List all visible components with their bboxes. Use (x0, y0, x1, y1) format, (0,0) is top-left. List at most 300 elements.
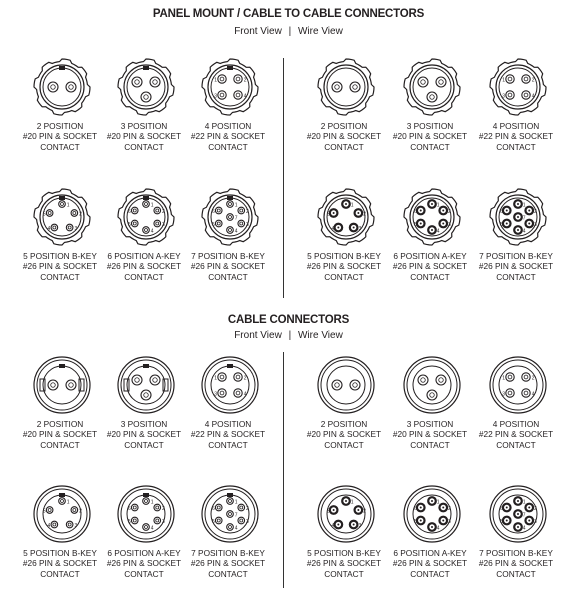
connector-caption (468, 251, 564, 282)
pin-number-label: 7 (234, 215, 238, 222)
contact-center (337, 227, 339, 229)
connector-caption (180, 419, 276, 450)
contact-pin (215, 207, 222, 214)
connector-cell-wire-5-position (296, 187, 392, 282)
connector-caption (12, 548, 108, 579)
connector-caption-line: 3 POSITION (120, 419, 168, 429)
contact-center (420, 520, 422, 522)
connector-caption-line: CONTACT (496, 271, 536, 282)
pin-number-label: 4 (150, 525, 154, 532)
contact-center (420, 210, 422, 212)
wire-view-label: Wire View (297, 26, 343, 37)
key-notch (227, 196, 233, 200)
pin-number-label: 4 (150, 228, 154, 235)
contact-pin (143, 201, 150, 208)
connector-drawing (404, 189, 460, 245)
connector-caption (180, 251, 276, 282)
connector-cell-wire-3-position (382, 57, 478, 152)
contact-pin (350, 380, 360, 390)
contact-pin (234, 91, 242, 99)
connector-caption-line: #26 PIN & SOCKET (392, 558, 468, 569)
pin-number-label: 6 (211, 506, 215, 512)
connector-caption (468, 419, 564, 450)
connector-caption-line: 6 POSITION A-KEY (393, 251, 467, 261)
connector-2-position-wire-view-icon (296, 57, 396, 119)
connector-caption-line: CONTACT (410, 141, 450, 152)
contact-center (345, 203, 347, 205)
connector-caption (180, 121, 276, 152)
connector-caption-line: 3 POSITION (406, 121, 454, 131)
contact-pin (143, 524, 150, 531)
pin-number-label: 2 (243, 375, 247, 382)
connector-caption-line: #26 PIN & SOCKET (392, 261, 468, 272)
contact-pin (427, 390, 437, 400)
contact-pin (132, 375, 142, 385)
contact-pin (66, 380, 76, 390)
pin-number-label: 2 (363, 211, 366, 218)
connector-caption-line: #26 PIN & SOCKET (106, 261, 182, 272)
connector-shell (208, 65, 252, 109)
contact-pin (131, 517, 138, 524)
connector-drawing (490, 486, 546, 542)
connector-drawing (34, 189, 90, 245)
connector-caption-line: CONTACT (410, 568, 450, 579)
contact-center (337, 524, 339, 526)
pin-number-label: 2 (534, 209, 537, 215)
pin-number-label: 5 (499, 222, 503, 228)
connector-caption-line: CONTACT (208, 439, 248, 450)
key-notch (143, 66, 149, 70)
contact-pin (506, 373, 514, 381)
pin-number-label: 2 (531, 375, 535, 382)
contact-pin (141, 390, 151, 400)
contact-pin (218, 373, 226, 381)
connector-caption (468, 548, 564, 579)
connector-shell (318, 357, 374, 413)
connector-caption-line: #26 PIN & SOCKET (190, 261, 266, 272)
connector-caption-line: #26 PIN & SOCKET (22, 558, 98, 569)
connector-drawing (404, 357, 460, 413)
contact-pin (506, 91, 514, 99)
contact-pin (427, 92, 437, 102)
connector-caption-line: 5 POSITION B-KEY (23, 548, 97, 558)
connector-2-position-wire-view-icon (296, 355, 396, 417)
connector-drawing (34, 486, 90, 542)
contact-center (431, 203, 433, 205)
connector-cell-front-3-position (96, 57, 192, 152)
contact-center (517, 513, 519, 515)
connector-drawing (34, 357, 90, 413)
key-notch (227, 493, 233, 497)
key-notch (227, 66, 233, 70)
contact-center (442, 223, 444, 225)
contact-pin (238, 220, 245, 227)
connector-caption-line: 2 POSITION (36, 419, 84, 429)
connector-caption-line: #22 PIN & SOCKET (190, 429, 266, 440)
connector-caption-line: 5 POSITION B-KEY (23, 251, 97, 261)
pin-number-label: 4 (522, 525, 526, 532)
contact-pin (215, 220, 222, 227)
contact-center (528, 520, 530, 522)
pin-number-label: 6 (499, 209, 503, 215)
pin-number-label: 1 (66, 202, 70, 209)
section-subtitle-panel-mount (0, 26, 577, 37)
pin-number-label: 3 (502, 391, 506, 398)
connector-caption-line: #22 PIN & SOCKET (478, 429, 554, 440)
contact-pin (227, 227, 234, 234)
pin-number-label: 2 (79, 508, 82, 515)
connector-caption-line: CONTACT (124, 568, 164, 579)
pin-number-label: 5 (127, 519, 131, 525)
pin-number-label: 2 (79, 211, 82, 218)
connector-shell-inner (493, 360, 543, 410)
connector-caption (96, 251, 192, 282)
connector-caption (382, 419, 478, 450)
key-notch (59, 364, 65, 368)
connector-caption-line: CONTACT (40, 439, 80, 450)
contact-center (431, 526, 433, 528)
key-notch (143, 364, 149, 368)
connector-caption-line: CONTACT (40, 271, 80, 282)
contact-pin (48, 380, 58, 390)
pin-number-label: 3 (74, 226, 78, 233)
connector-caption (12, 121, 108, 152)
section-subtitle-cable (0, 330, 577, 341)
contact-pin (227, 524, 234, 531)
pin-number-label: 3 (162, 222, 165, 228)
pin-number-label: 5 (211, 222, 215, 228)
connector-caption (296, 121, 392, 152)
connector-caption (296, 251, 392, 282)
connector-shell (496, 65, 540, 109)
pin-number-label: 6 (127, 506, 131, 512)
connector-cell-front-5-position (12, 187, 108, 282)
connector-caption-line: 7 POSITION B-KEY (191, 251, 265, 261)
connector-caption-line: 2 POSITION (36, 121, 84, 131)
pin-number-label: 4 (234, 525, 238, 532)
connector-cell-front-3-position (96, 355, 192, 450)
connector-drawing (404, 486, 460, 542)
connector-drawing (34, 59, 90, 115)
pin-number-label: 1 (502, 77, 506, 84)
connector-7-position-front-view-icon (180, 187, 280, 249)
pin-number-label: 4 (243, 93, 247, 100)
pin-number-label: 4 (47, 523, 51, 530)
connector-caption-line: 5 POSITION B-KEY (307, 548, 381, 558)
contact-pin (66, 82, 76, 92)
connector-3-position-wire-view-icon (382, 57, 482, 119)
pin-number-label: 6 (413, 209, 417, 215)
pin-number-label: 2 (448, 506, 451, 512)
connector-drawing (318, 357, 374, 413)
pin-number-label: 3 (214, 391, 218, 398)
insert-face (499, 68, 537, 106)
connector-shell (324, 65, 368, 109)
connector-drawing (118, 59, 174, 115)
pin-number-label: 1 (214, 375, 218, 382)
pin-number-label: 4 (331, 226, 335, 233)
contact-pin (71, 210, 78, 217)
connector-caption (96, 121, 192, 152)
contact-pin (218, 75, 226, 83)
connector-cell-front-6-position (96, 484, 192, 579)
contact-pin (215, 504, 222, 511)
contact-center (357, 212, 359, 214)
contact-pin (46, 210, 53, 217)
key-notch (59, 196, 65, 200)
pin-number-label: 3 (534, 519, 537, 525)
contact-pin (143, 498, 150, 505)
contact-pin (522, 389, 530, 397)
contact-pin (436, 375, 446, 385)
connector-7-position-wire-view-icon (468, 484, 568, 546)
connector-shell-inner (407, 360, 457, 410)
connector-caption-line: 6 POSITION A-KEY (107, 251, 181, 261)
connector-cell-front-2-position (12, 57, 108, 152)
connector-cell-wire-2-position (296, 57, 392, 152)
connector-drawing (318, 189, 374, 245)
contact-pin (506, 389, 514, 397)
connector-caption-line: CONTACT (410, 271, 450, 282)
connector-cell-front-4-position (180, 57, 276, 152)
contact-center (420, 223, 422, 225)
connector-caption (296, 419, 392, 450)
contact-pin (51, 521, 58, 528)
pin-number-label: 1 (522, 202, 526, 209)
contact-pin (418, 375, 428, 385)
connector-drawing (118, 189, 174, 245)
contact-center (420, 507, 422, 509)
connector-shell-inner (321, 360, 371, 410)
connector-caption-line: #26 PIN & SOCKET (478, 261, 554, 272)
contact-center (506, 210, 508, 212)
connector-cell-wire-4-position (468, 57, 564, 152)
contact-pin (143, 227, 150, 234)
pin-number-label: 5 (42, 508, 46, 515)
contact-pin (141, 92, 151, 102)
pin-number-label: 2 (243, 77, 247, 84)
contact-pin (154, 517, 161, 524)
pin-number-label: 1 (522, 499, 526, 506)
connector-drawing (118, 486, 174, 542)
pin-number-label: 4 (531, 391, 535, 398)
contact-pin (436, 77, 446, 87)
pin-number-label: 6 (211, 209, 215, 215)
connector-caption-line: #22 PIN & SOCKET (478, 131, 554, 142)
connector-cell-wire-6-position (382, 484, 478, 579)
pin-number-label: 3 (502, 93, 506, 100)
contact-center (442, 507, 444, 509)
contact-pin (215, 517, 222, 524)
contact-pin (234, 389, 242, 397)
pin-number-label: 2 (363, 508, 366, 515)
contact-pin (350, 82, 360, 92)
connector-caption-line: CONTACT (40, 141, 80, 152)
connector-caption-line: CONTACT (324, 439, 364, 450)
connector-cell-front-2-position (12, 355, 108, 450)
contact-pin (154, 207, 161, 214)
connector-4-position-front-view-icon (180, 355, 280, 417)
insert-face (499, 366, 537, 404)
connector-caption-line: #20 PIN & SOCKET (392, 429, 468, 440)
contact-center (506, 223, 508, 225)
connector-caption-line: CONTACT (324, 568, 364, 579)
connector-caption-line: #26 PIN & SOCKET (106, 558, 182, 569)
contact-pin (332, 380, 342, 390)
contact-center (442, 210, 444, 212)
connector-3-position-wire-view-icon (382, 355, 482, 417)
pin-number-label: 4 (522, 228, 526, 235)
contact-pin (218, 389, 226, 397)
key-notch (143, 493, 149, 497)
pin-number-label: 3 (246, 222, 249, 228)
contact-pin (522, 75, 530, 83)
insert-face (211, 68, 249, 106)
connector-shell (404, 486, 460, 542)
connector-drawing (118, 357, 174, 413)
connector-drawing (490, 189, 546, 245)
pin-number-label: 6 (413, 506, 417, 512)
contact-pin (71, 507, 78, 514)
contact-pin (227, 214, 234, 221)
pin-number-label: 5 (499, 519, 503, 525)
connector-caption-line: 4 POSITION (492, 121, 540, 131)
pin-number-label: 5 (413, 222, 417, 228)
connector-caption-line: #20 PIN & SOCKET (306, 429, 382, 440)
pin-number-label: 4 (531, 93, 535, 100)
pin-number-label: 3 (74, 523, 78, 530)
connector-nut-outline (318, 59, 374, 115)
connector-caption-line: #20 PIN & SOCKET (22, 429, 98, 440)
pin-number-label: 2 (534, 506, 537, 512)
pin-number-label: 1 (150, 499, 154, 506)
connector-cell-front-4-position (180, 355, 276, 450)
connector-cell-wire-3-position (382, 355, 478, 450)
pin-number-label: 1 (234, 499, 238, 506)
contact-pin (59, 498, 66, 505)
connector-caption-line: CONTACT (124, 271, 164, 282)
connector-caption-line: CONTACT (208, 568, 248, 579)
section-divider (283, 58, 284, 298)
contact-center (333, 509, 335, 511)
connector-caption-line: CONTACT (324, 271, 364, 282)
connector-caption-line: 3 POSITION (406, 419, 454, 429)
connector-caption (382, 121, 478, 152)
pin-number-label: 1 (436, 499, 440, 506)
pin-number-label: 6 (127, 209, 131, 215)
contact-pin (238, 517, 245, 524)
connector-caption-line: CONTACT (208, 271, 248, 282)
contact-pin (506, 75, 514, 83)
connector-caption (96, 419, 192, 450)
contact-center (517, 229, 519, 231)
connector-shell (40, 65, 84, 109)
pin-number-label: 3 (534, 222, 537, 228)
connector-cell-wire-6-position (382, 187, 478, 282)
contact-pin (522, 91, 530, 99)
pin-number-label: 5 (326, 508, 330, 515)
pin-number-label: 4 (234, 228, 238, 235)
pin-number-label: 4 (243, 391, 247, 398)
front-view-label: Front View (234, 26, 282, 37)
pin-number-label: 5 (42, 211, 46, 218)
connector-caption-line: 4 POSITION (204, 419, 252, 429)
connector-6-position-wire-view-icon (382, 484, 482, 546)
connector-caption (12, 251, 108, 282)
connector-4-position-wire-view-icon (468, 355, 568, 417)
pin-number-label: 2 (162, 209, 165, 215)
pin-number-label: 3 (358, 523, 362, 530)
connector-caption-line: #26 PIN & SOCKET (306, 261, 382, 272)
connector-caption-line: #20 PIN & SOCKET (106, 131, 182, 142)
connector-caption-line: CONTACT (324, 141, 364, 152)
pin-number-label: 3 (448, 222, 451, 228)
pin-number-label: 6 (499, 506, 503, 512)
connector-caption-line: 7 POSITION B-KEY (191, 548, 265, 558)
key-notch (227, 364, 233, 368)
contact-center (528, 210, 530, 212)
contact-center (357, 509, 359, 511)
pin-number-label: 3 (448, 519, 451, 525)
connector-caption-line: 6 POSITION A-KEY (393, 548, 467, 558)
contact-pin (59, 201, 66, 208)
contact-center (528, 507, 530, 509)
connector-caption-line: CONTACT (496, 568, 536, 579)
connector-caption-line: CONTACT (208, 141, 248, 152)
connector-caption-line: 7 POSITION B-KEY (479, 251, 553, 261)
contact-pin (234, 373, 242, 381)
connector-shell (490, 357, 546, 413)
connector-caption-line: #20 PIN & SOCKET (106, 429, 182, 440)
contact-pin (150, 77, 160, 87)
contact-pin (131, 220, 138, 227)
connector-caption-line: 6 POSITION A-KEY (107, 548, 181, 558)
contact-pin (66, 224, 73, 231)
contact-center (353, 524, 355, 526)
contact-center (506, 520, 508, 522)
connector-caption-line: 3 POSITION (120, 121, 168, 131)
connector-caption-line: #26 PIN & SOCKET (306, 558, 382, 569)
connector-caption-line: #20 PIN & SOCKET (392, 131, 468, 142)
contact-pin (238, 207, 245, 214)
connector-cell-front-6-position (96, 187, 192, 282)
contact-center (353, 227, 355, 229)
contact-pin (48, 82, 58, 92)
contact-center (517, 526, 519, 528)
contact-center (442, 520, 444, 522)
pin-number-label: 4 (331, 523, 335, 530)
contact-pin (154, 220, 161, 227)
contact-pin (238, 504, 245, 511)
connector-5-position-wire-view-icon (296, 187, 396, 249)
contact-pin (332, 82, 342, 92)
connector-cell-wire-7-position (468, 187, 564, 282)
contact-pin (522, 373, 530, 381)
connector-caption-line: CONTACT (124, 141, 164, 152)
key-notch (59, 66, 65, 70)
connector-caption (180, 548, 276, 579)
contact-center (431, 500, 433, 502)
section-divider (283, 352, 284, 588)
connector-caption (296, 548, 392, 579)
connector-caption-line: CONTACT (410, 439, 450, 450)
connector-5-position-wire-view-icon (296, 484, 396, 546)
pin-number-label: 4 (47, 226, 51, 233)
wire-view-label: Wire View (297, 330, 343, 341)
insert-face (211, 366, 249, 404)
connector-cell-front-7-position (180, 484, 276, 579)
connector-caption-line: CONTACT (496, 141, 536, 152)
